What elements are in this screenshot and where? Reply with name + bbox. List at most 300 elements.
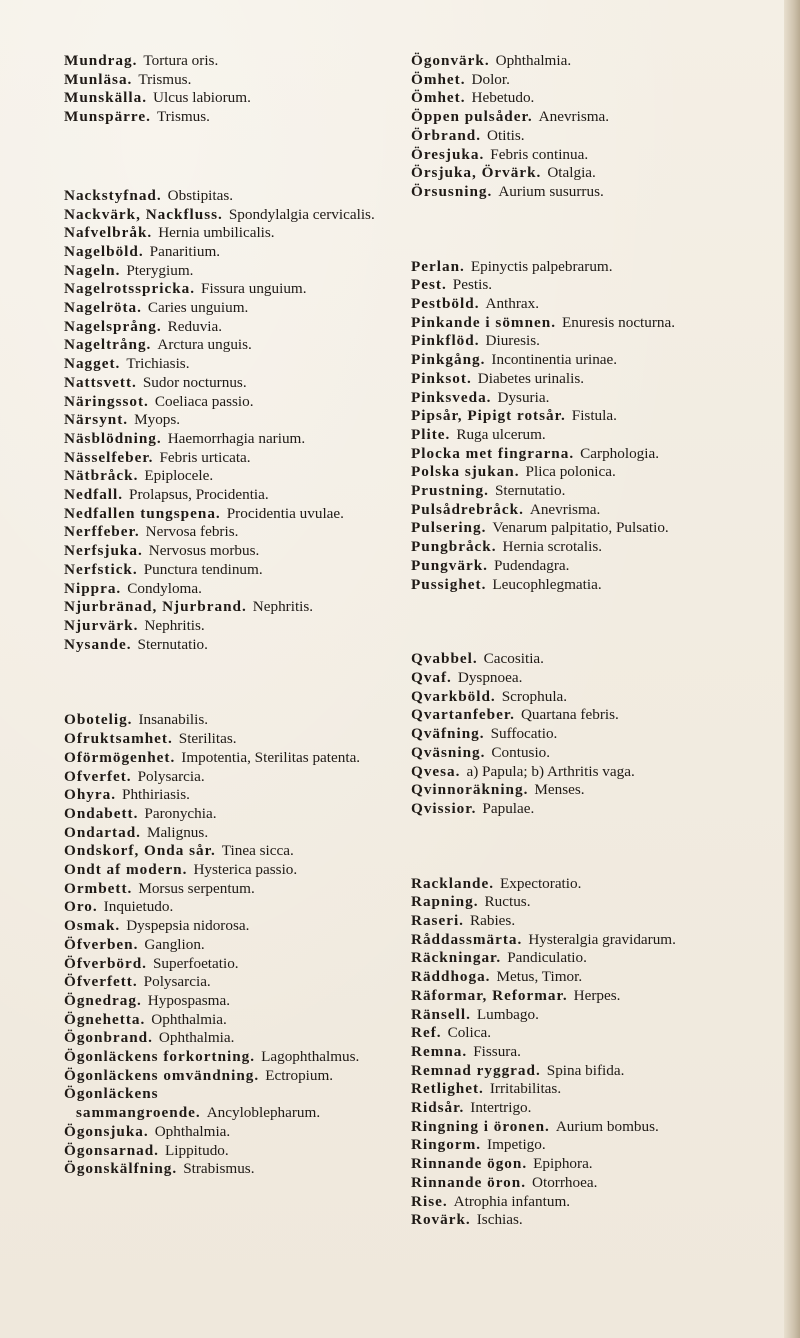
entry-definition: Atrophia infantum. [453,1192,571,1210]
dictionary-entry [64,749,392,768]
entry-term: Räckningar. [411,949,502,967]
dictionary-entry [64,523,392,542]
entry-definition: Sternutatio. [137,635,208,653]
entry-term: Ringorm. [411,1136,482,1154]
entry-term: Ögonbrand. [64,1029,153,1047]
dictionary-entry [411,706,757,725]
entry-term: Pest. [411,276,447,294]
entry-definition: Enuresis nocturna. [562,313,676,331]
entry-definition: Ructus. [484,893,531,911]
entry-definition: Ophthalmia. [495,52,572,69]
entry-term: Nerfsjuka. [64,542,143,560]
entry-definition: Dyspnoea. [457,668,523,686]
dictionary-entry [411,987,757,1006]
entry-term: Ögonläckens forkortning. [64,1048,256,1066]
dictionary-entry [64,1160,392,1179]
entry-definition: Epinyctis palpebrarum. [470,257,613,275]
dictionary-entry [64,1142,392,1161]
entry-term: Nagget. [64,355,121,373]
dictionary-entry [64,805,392,824]
entry-definition: Fissura. [473,1042,521,1060]
entry-term: Pinkande i sömnen. [411,313,557,331]
entry-definition: Ancyloblepharum. [206,1104,321,1122]
entry-term: Pulsådrebråck. [411,500,524,518]
dictionary-entry [411,314,757,333]
entry-definition: Febris urticata. [159,448,251,466]
entry-term: Nysande. [64,635,132,653]
entry-group [411,875,757,1230]
entry-term: Nätbråck. [64,467,139,485]
entry-term: Remnad ryggrad. [411,1061,541,1079]
entry-term: Närsynt. [64,411,129,429]
entry-definition: Leucophlegmatia. [492,575,602,593]
dictionary-entry [64,561,392,580]
entry-term: Ömhet. [411,89,466,107]
entry-term: Ringning i öronen. [411,1117,550,1135]
entry-term: Ögnedrag. [64,991,142,1009]
entry-definition: Lagophthalmus. [261,1048,360,1066]
entry-definition: Diabetes urinalis. [477,369,585,387]
entry-term: Nackstyfnad. [64,186,162,204]
entry-definition: Pestis. [452,276,493,294]
entry-definition: Incontinentia urinae. [491,351,618,369]
entry-term: Qvinnoräkning. [411,781,529,799]
entry-term: Obotelig. [64,711,133,729]
entry-term: Qvabbel. [411,650,478,668]
dictionary-entry [411,1174,757,1193]
entry-term: Raseri. [411,912,464,930]
entry-term: Qvesa. [411,762,461,780]
entry-definition: Hernia scrotalis. [502,538,603,556]
dictionary-entry [64,898,392,917]
dictionary-entry [411,445,757,464]
entry-term: Qvarkböld. [411,687,496,705]
entry-term: Qvartanfeber. [411,706,515,724]
dictionary-entry [411,763,757,782]
dictionary-entry [411,351,757,370]
entry-term: Ondskorf, Onda sår. [64,842,216,860]
entry-term: Örsusning. [411,182,493,200]
dictionary-entry [64,318,392,337]
entry-definition: a) Papula; b) Arthritis vaga. [466,762,635,780]
entry-definition: Nervosa febris. [145,523,239,541]
entry-term: Qvissior. [411,799,477,817]
entry-term: Ögonsjuka. [64,1122,149,1140]
entry-term: Näringssot. [64,392,149,410]
dictionary-entry [411,1118,757,1137]
dictionary-entry [411,1024,757,1043]
entry-term: Pussighet. [411,575,487,593]
dictionary-entry [64,880,392,899]
entry-definition: Impetigo. [487,1136,546,1154]
entry-term: Ögonläckens sammangroende. [64,1085,201,1122]
entry-definition: Procidentia uvulae. [226,504,344,522]
group-spacer [411,202,757,258]
entry-term: Racklande. [411,874,494,892]
dictionary-entry [411,426,757,445]
entry-term: Räddhoga. [411,968,491,986]
entry-definition: Ganglion. [144,935,205,953]
entry-term: Perlan. [411,257,465,275]
right-column [411,52,757,1230]
entry-term: Ögonsarnad. [64,1141,159,1159]
entry-definition: Fissura unguium. [201,280,307,298]
entry-definition: Trichiasis. [126,355,190,373]
entry-definition: Quartana febris. [520,706,619,724]
entry-term: Nackvärk, Nackfluss. [64,205,223,223]
entry-definition: Cacositia. [483,650,544,668]
dictionary-entry [411,1211,757,1230]
entry-definition: Myops. [134,411,181,429]
entry-term: Mundrag. [64,52,138,69]
entry-term: Plocka met fingrarna. [411,444,575,462]
entry-definition: Nephritis. [252,598,314,616]
entry-definition: Phthiriasis. [122,786,190,804]
dictionary-entry [411,875,757,894]
dictionary-entry [64,206,392,225]
entry-definition: Strabismus. [183,1160,255,1178]
dictionary-entry [64,374,392,393]
entry-term: Nagelböld. [64,242,144,260]
entry-term: Retlighet. [411,1080,484,1098]
group-spacer [411,819,757,875]
entry-term: Ränsell. [411,1005,471,1023]
dictionary-entry [64,580,392,599]
dictionary-entry [64,768,392,787]
entry-term: Ondt af modern. [64,861,188,879]
entry-definition: Venarum palpitatio, Pulsatio. [492,519,669,537]
entry-term: Oförmögenhet. [64,748,176,766]
entry-definition: Inquietudo. [103,898,174,916]
dictionary-entry [64,336,392,355]
dictionary-entry [64,411,392,430]
entry-definition: Carphologia. [580,444,660,462]
entry-definition: Intertrigo. [470,1099,532,1117]
dictionary-entry [411,1099,757,1118]
dictionary-entry [64,449,392,468]
entry-definition: Rabies. [469,912,516,930]
dictionary-entry [64,955,392,974]
entry-definition: Dyspepsia nidorosa. [126,917,250,935]
entry-term: Nerfstick. [64,560,138,578]
entry-definition: Hypospasma. [147,991,231,1009]
dictionary-entry [64,1085,392,1122]
entry-term: Nippra. [64,579,122,597]
dictionary-entry [411,407,757,426]
dictionary-entry [411,276,757,295]
dictionary-entry [64,598,392,617]
entry-group [64,187,392,655]
dictionary-entry [411,164,757,183]
entry-term: Nageln. [64,261,121,279]
dictionary-entry [64,786,392,805]
dictionary-entry [411,370,757,389]
entry-term: Nattsvett. [64,373,137,391]
entry-term: Örbrand. [411,126,482,144]
entry-definition: Anevrisma. [538,108,610,126]
entry-term: Ridsår. [411,1099,465,1117]
entry-definition: Paronychia. [144,804,217,822]
entry-definition: Epiplocele. [144,467,214,485]
dictionary-entry [64,842,392,861]
entry-term: Nerffeber. [64,523,140,541]
entry-definition: Panaritium. [149,242,221,260]
entry-definition: Ruga ulcerum. [456,425,546,443]
entry-definition: Otalgia. [547,164,596,182]
entry-group [411,650,757,818]
dictionary-entry [64,52,392,71]
entry-definition: Condyloma. [127,579,202,597]
dictionary-entry [411,89,757,108]
dictionary-entry [411,1043,757,1062]
dictionary-entry [411,893,757,912]
entry-definition: Spina bifida. [546,1061,625,1079]
entry-term: Öppen pulsåder. [411,108,533,126]
entry-term: Rise. [411,1192,448,1210]
dictionary-entry [64,108,392,127]
entry-term: Njurvärk. [64,616,139,634]
entry-term: Rinnande öron. [411,1173,527,1191]
entry-term: Nässelfeber. [64,448,154,466]
entry-term: Qvaf. [411,668,452,686]
entry-definition: Colica. [447,1024,492,1042]
dictionary-entry [411,576,757,595]
entry-term: Ofverfet. [64,767,132,785]
dictionary-entry [64,187,392,206]
group-spacer [64,654,392,711]
dictionary-entry [411,725,757,744]
entry-term: Nageltrång. [64,336,152,354]
dictionary-entry [411,52,757,71]
dictionary-entry [411,501,757,520]
entry-definition: Febris continua. [490,145,589,163]
dictionary-entry [64,973,392,992]
entry-term: Pinkflöd. [411,332,480,350]
dictionary-entry [411,108,757,127]
entry-term: Nedfallen tungspena. [64,504,221,522]
dictionary-entry [64,861,392,880]
entry-definition: Sterilitas. [178,730,237,748]
entry-definition: Tinea sicca. [221,842,294,860]
entry-term: Ögonvärk. [411,52,490,69]
entry-term: Qväsning. [411,743,486,761]
dictionary-entry [64,1123,392,1142]
entry-definition: Ischias. [476,1211,523,1229]
dictionary-entry [411,146,757,165]
entry-definition: Ophthalmia. [151,1010,227,1028]
dictionary-entry [64,262,392,281]
entry-term: Polska sjukan. [411,463,520,481]
entry-term: Öfverbörd. [64,954,147,972]
entry-term: Nagelsprång. [64,317,162,335]
entry-definition: Insanabilis. [138,711,209,729]
dictionary-entry [64,1048,392,1067]
entry-term: Pinksot. [411,369,472,387]
dictionary-entry [64,505,392,524]
dictionary-entry [411,1080,757,1099]
entry-definition: Diuresis. [485,332,540,350]
group-spacer [411,594,757,650]
entry-definition: Dolor. [471,70,510,88]
entry-definition: Prolapsus, Procidentia. [129,486,269,504]
dictionary-entry [411,519,757,538]
entry-definition: Metus, Timor. [496,968,583,986]
dictionary-entry [411,258,757,277]
entry-term: Ondabett. [64,804,139,822]
dictionary-entry [411,1155,757,1174]
dictionary-entry [64,1011,392,1030]
entry-term: Nafvelbråk. [64,224,153,242]
entry-group [411,258,757,595]
dictionary-entry [64,89,392,108]
dictionary-entry [411,912,757,931]
entry-definition: Irritabilitas. [489,1080,562,1098]
dictionary-entry [64,224,392,243]
entry-term: Munläsa. [64,70,133,88]
entry-term: Ögonskälfning. [64,1160,178,1178]
dictionary-entry [411,295,757,314]
dictionary-entry [64,1067,392,1086]
dictionary-entry [411,332,757,351]
entry-definition: Tortura oris. [143,52,219,69]
entry-term: Pestböld. [411,295,480,313]
entry-definition: Nervosus morbus. [148,542,260,560]
entry-definition: Polysarcia. [137,767,205,785]
entry-definition: Aurium susurrus. [498,182,604,200]
entry-definition: Obstipitas. [167,186,234,204]
entry-definition: Ectropium. [265,1066,334,1084]
dictionary-entry [411,650,757,669]
entry-definition: Hysteralgia gravidarum. [528,930,676,948]
entry-definition: Spondylalgia cervicalis. [228,205,375,223]
dictionary-entry [64,243,392,262]
dictionary-entry [411,557,757,576]
entry-term: Munskälla. [64,89,148,107]
dictionary-entry [64,393,392,412]
entry-definition: Otitis. [487,126,525,144]
entry-term: Nagelrotsspricka. [64,280,196,298]
dictionary-entry [64,299,392,318]
entry-definition: Ulcus labiorum. [153,89,251,107]
entry-group [411,52,757,202]
dictionary-entry [64,617,392,636]
entry-term: Pungvärk. [411,556,488,574]
entry-term: Qväfning. [411,725,485,743]
entry-definition: Caries unguium. [147,299,249,317]
entry-definition: Trismus. [156,108,210,126]
dictionary-entry [411,688,757,707]
entry-definition: Menses. [534,781,585,799]
entry-term: Njurbränad, Njurbrand. [64,598,247,616]
entry-definition: Nephritis. [144,616,205,634]
entry-group [64,52,392,127]
entry-definition: Polysarcia. [143,973,211,991]
entry-definition: Pterygium. [126,261,194,279]
entry-definition: Arctura unguis. [157,336,252,354]
entry-definition: Morsus serpentum. [138,879,255,897]
entry-definition: Dysuria. [497,388,550,406]
dictionary-entry [411,71,757,90]
entry-term: Råddassmärta. [411,930,523,948]
entry-definition: Superfoetatio. [152,954,239,972]
dictionary-entry [64,542,392,561]
dictionary-entry [64,467,392,486]
entry-definition: Sudor nocturnus. [142,373,247,391]
entry-definition: Trismus. [138,70,192,88]
entry-term: Nedfall. [64,486,124,504]
entry-definition: Hebetudo. [471,89,535,107]
entry-term: Pipsår, Pipigt rotsår. [411,407,566,425]
entry-definition: Malignus. [146,823,209,841]
entry-definition: Punctura tendinum. [143,560,263,578]
entry-definition: Pandiculatio. [507,949,587,967]
entry-definition: Scrophula. [501,687,568,705]
entry-definition: Anevrisma. [529,500,601,518]
dictionary-entry [411,1006,757,1025]
entry-definition: Contusio. [491,743,551,761]
entry-term: Ondartad. [64,823,141,841]
dictionary-entry [64,636,392,655]
entry-definition: Pudendagra. [493,556,570,574]
dictionary-entry [64,486,392,505]
entry-definition: Suffocatio. [490,725,558,743]
entry-term: Örsjuka, Örvärk. [411,164,542,182]
entry-term: Ögnehetta. [64,1010,146,1028]
entry-term: Öfverfett. [64,973,138,991]
dictionary-entry [411,781,757,800]
entry-definition: Plica polonica. [525,463,616,481]
dictionary-entry [64,711,392,730]
entry-definition: Otorrhoea. [532,1173,598,1191]
dictionary-entry [411,1193,757,1212]
dictionary-entry [411,1136,757,1155]
entry-term: Pinksveda. [411,388,492,406]
entry-definition: Fistula. [571,407,617,425]
entry-definition: Ophthalmia. [154,1122,231,1140]
entry-definition: Coeliaca passio. [154,392,254,410]
dictionary-entry [411,482,757,501]
entry-definition: Aurium bombus. [555,1117,659,1135]
dictionary-entry [411,463,757,482]
entry-term: Pungbråck. [411,538,497,556]
entry-term: Rinnande ögon. [411,1155,528,1173]
dictionary-entry [64,730,392,749]
entry-definition: Herpes. [573,986,621,1004]
dictionary-entry [64,1029,392,1048]
dictionary-entry [411,744,757,763]
entry-term: Rovärk. [411,1211,471,1229]
entry-definition: Lumbago. [476,1005,539,1023]
entry-term: Munspärre. [64,108,151,126]
entry-term: Ögonläckens omvändning. [64,1066,260,1084]
left-column [64,52,392,1179]
entry-term: Öresjuka. [411,145,485,163]
entry-definition: Ophthalmia. [158,1029,235,1047]
dictionary-entry [64,917,392,936]
dictionary-entry [64,936,392,955]
entry-group [64,711,392,1179]
group-spacer [64,127,392,187]
entry-definition: Expectoratio. [500,874,582,892]
dictionary-entry [411,968,757,987]
dictionary-entry [64,430,392,449]
entry-term: Prustning. [411,482,489,500]
dictionary-entry [411,800,757,819]
dictionary-entry [64,992,392,1011]
dictionary-entry [411,538,757,557]
entry-term: Nagelröta. [64,299,142,317]
dictionary-entry [411,949,757,968]
